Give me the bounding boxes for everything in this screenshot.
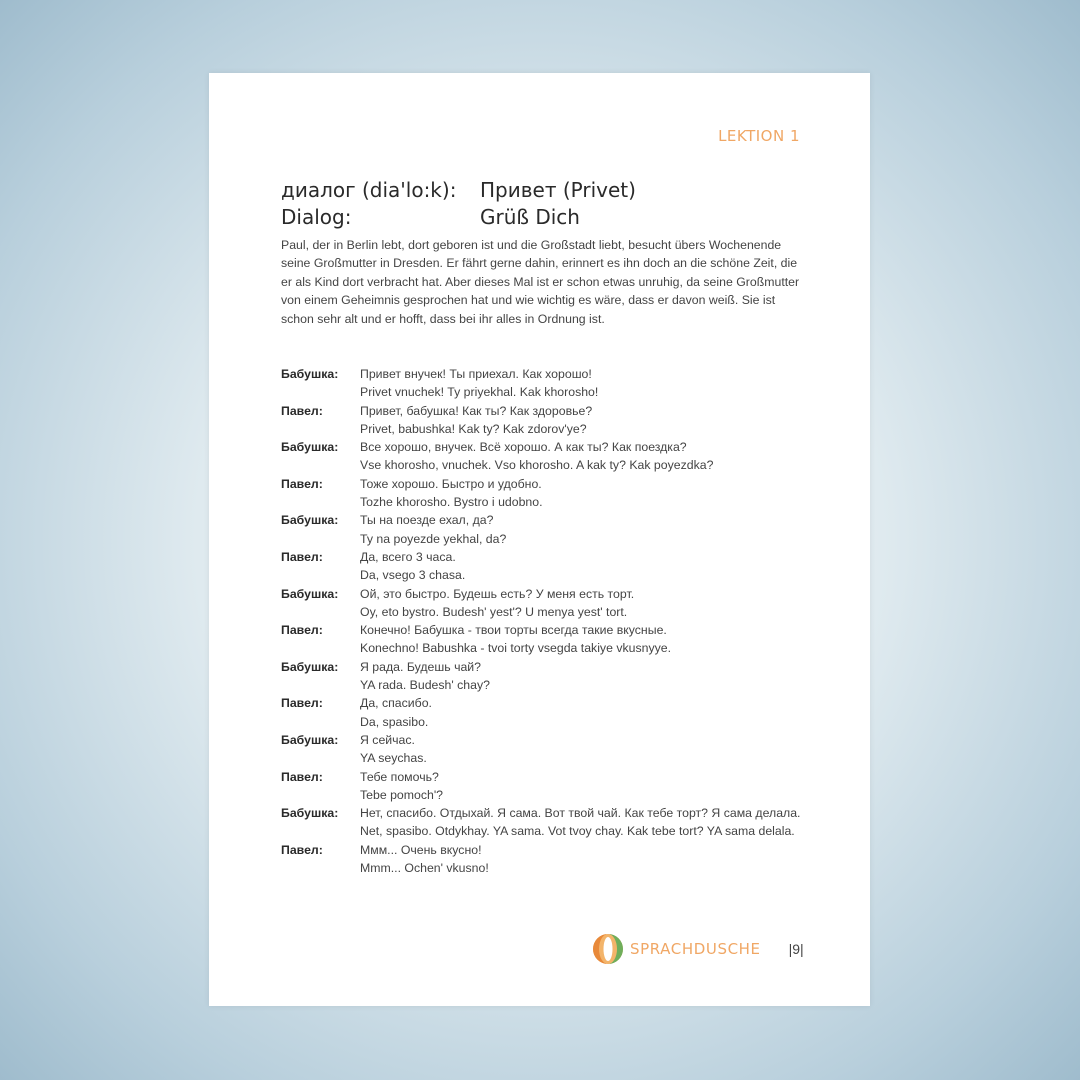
dialog-lines: [360, 402, 806, 439]
dialog-speaker: Бабушка:: [281, 732, 339, 747]
dialog-speaker: Павел:: [281, 403, 323, 418]
dialog-transliteration-line: Mmm... Ochen' vkusno!: [360, 861, 489, 876]
lesson-label: LEKTION 1: [718, 127, 800, 145]
dialog-transliteration-line: Privet vnuchek! Ty priyekhal. Kak khorosho!: [360, 385, 599, 400]
dialog-turn: [281, 731, 806, 768]
dialog-speaker: Павел:: [281, 696, 323, 711]
dialog-lines: [360, 585, 806, 622]
dialog-turn: [281, 438, 806, 475]
dialog-russian-line: Тебе помочь?: [360, 769, 439, 784]
dialog-transliteration-line: YA seychas.: [360, 751, 427, 766]
dialog-lines: [360, 768, 806, 805]
dialog-transliteration-line: Da, vsego 3 chasa.: [360, 568, 466, 583]
dialog-speaker: Бабушка:: [281, 659, 339, 674]
dialog-lines: [360, 621, 806, 658]
brand-name: SPRACHDUSCHE: [630, 940, 761, 958]
dialog-transliteration-line: Ty na poyezde yekhal, da?: [360, 531, 507, 546]
page-number: |9|: [788, 941, 804, 957]
dialog-russian-line: Да, спасибо.: [360, 696, 432, 711]
dialog-title: [281, 177, 680, 231]
dialog-turn: [281, 511, 806, 548]
dialog-lines: [360, 841, 806, 878]
dialog-speaker: Павел:: [281, 623, 323, 638]
dialog-turn: [281, 841, 806, 878]
dialog-turn: [281, 402, 806, 439]
dialog-transliteration-line: Tebe pomoch'?: [360, 787, 444, 802]
dialog-speaker: Бабушка:: [281, 367, 339, 381]
dialog-russian-line: Ммм... Очень вкусно!: [360, 842, 482, 857]
dialog-speaker: Павел:: [281, 549, 323, 564]
dialog-speaker: Бабушка:: [281, 586, 339, 601]
dialog-lines: [360, 548, 806, 585]
dialog-russian-line: Я рада. Будешь чай?: [360, 659, 482, 674]
dialog-turn: [281, 694, 806, 731]
title-german-term: Dialog:: [281, 205, 352, 229]
dialog-lines: [360, 365, 806, 402]
dialog-transliteration-line: Da, spasibo.: [360, 714, 429, 729]
dialog-lines: [360, 804, 806, 841]
dialog-list: [281, 365, 806, 877]
dialog-transliteration-line: Net, spasibo. Otdykhay. YA sama. Vot tvoy chay. Kak tebe tort? YA sama delala.: [360, 824, 795, 839]
dialog-transliteration-line: Vse khorosho, vnuchek. Vso khorosho. A kak ty? Kak poyezdka?: [360, 458, 714, 473]
dialog-transliteration-line: YA rada. Budesh' chay?: [360, 678, 490, 693]
dialog-transliteration-line: Tozhe khorosho. Bystro i udobno.: [360, 495, 543, 510]
dialog-lines: [360, 511, 806, 548]
dialog-speaker: Павел:: [281, 842, 323, 857]
dialog-russian-line: Конечно! Бабушка - твои торты всегда такие вкусные.: [360, 623, 667, 638]
dialog-lines: [360, 475, 806, 512]
dialog-lines: [360, 731, 806, 768]
dialog-lines: [360, 694, 806, 731]
intro-paragraph: Paul, der in Berlin lebt, dort geboren ist und die Großstadt liebt, besucht übers Wochenende seine Großmutter in Dresden. Er fährt gerne dahin, erinnert es ihn doch an die schöne Zeit, die er als Kind dort verbracht hat. Aber dieses Mal ist er schon etwas unruhig, da seine Großmutter von einem Geheimnis gesprochen hat und wie wichtig es wäre, dass er davon weiß. Sie ist schon sehr alt und er hofft, dass bei ihr alles in Ordnung ist.: [281, 238, 800, 326]
title-german-greeting: Grüß Dich: [480, 205, 580, 229]
dialog-turn: [281, 475, 806, 512]
page-footer: [592, 934, 804, 964]
sprachdusche-logo-icon: [592, 933, 624, 965]
dialog-transliteration-line: Konechno! Babushka - tvoi torty vsegda takiye vkusnyye.: [360, 641, 672, 656]
dialog-transliteration-line: Oy, eto bystro. Budesh' yest'? U menya yest' tort.: [360, 604, 628, 619]
dialog-speaker: Бабушка:: [281, 806, 339, 821]
book-page: [209, 73, 870, 1006]
dialog-russian-line: Тоже хорошо. Быстро и удобно.: [360, 476, 542, 491]
dialog-turn: [281, 621, 806, 658]
dialog-speaker: Павел:: [281, 769, 323, 784]
dialog-russian-line: Я сейчас.: [360, 732, 415, 747]
dialog-russian-line: Привет внучек! Ты приехал. Как хорошо!: [360, 367, 592, 381]
dialog-russian-line: Все хорошо, внучек. Всё хорошо. А как ты? Как поездка?: [360, 440, 687, 455]
dialog-russian-line: Ты на поезде ехал, да?: [360, 513, 494, 528]
dialog-turn: [281, 365, 806, 402]
dialog-turn: [281, 768, 806, 805]
dialog-lines: [360, 438, 806, 475]
dialog-turn: [281, 804, 806, 841]
dialog-russian-line: Привет, бабушка! Как ты? Как здоровье?: [360, 403, 593, 418]
dialog-turn: [281, 548, 806, 585]
title-russian-greeting: Привет (Privet): [480, 178, 636, 202]
dialog-speaker: Бабушка:: [281, 440, 339, 455]
dialog-russian-line: Да, всего 3 часа.: [360, 549, 456, 564]
dialog-turn: [281, 585, 806, 622]
dialog-russian-line: Нет, спасибо. Отдыхай. Я сама. Вот твой чай. Как тебе торт? Я сама делала.: [360, 806, 801, 821]
dialog-transliteration-line: Privet, babushka! Kak ty? Kak zdorov'ye?: [360, 421, 587, 436]
dialog-speaker: Павел:: [281, 476, 323, 491]
dialog-speaker: Бабушка:: [281, 513, 339, 528]
dialog-lines: [360, 658, 806, 695]
dialog-russian-line: Ой, это быстро. Будешь есть? У меня есть торт.: [360, 586, 635, 601]
title-russian-term: диалог (dia'lo:k):: [281, 178, 457, 202]
dialog-turn: [281, 658, 806, 695]
